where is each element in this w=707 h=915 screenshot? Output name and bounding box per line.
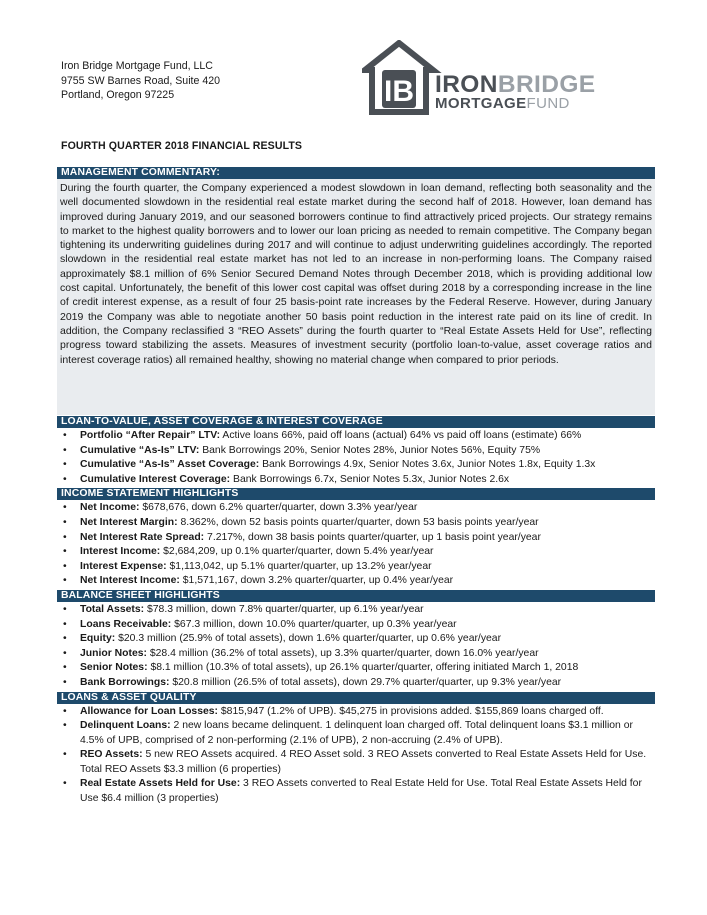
list-item: • Interest Expense: $1,113,042, up 5.1% quarter/quarter, up 13.2% year/year [63,560,432,572]
svg-text:MORTGAGEFUND [435,95,570,112]
list-item: • Net Interest Income: $1,571,167, down 3.2% quarter/quarter, up 0.4% year/year [63,575,454,587]
list-item: • Equity: $20.3 million (25.9% of total assets), down 1.6% quarter/quarter, up 0.6% year/year [63,633,502,645]
income-heading: INCOME STATEMENT HIGHLIGHTS [57,488,655,500]
list-item: • Net Interest Rate Spread: 7.217%, down 38 basis points quarter/quarter, up 1 basis point year/year [63,531,541,543]
monogram-text: IB [384,75,414,108]
list-item: • Cumulative “As-Is” Asset Coverage: Bank Borrowings 4.9x, Senior Notes 3.6x, Junior Notes 1.8x, Equity 1.3x [63,459,596,471]
ironbridge-logo [362,40,624,115]
balance-list [57,602,655,691]
list-item: • Senior Notes: $8.1 million (10.3% of total assets), up 26.1% quarter/quarter, offering initiated March 1, 2018 [63,662,579,674]
company-address [61,59,220,103]
income-list [57,500,655,589]
loans-list [57,704,655,807]
list-item: • Delinquent Loans: 2 new loans became delinquent. 1 delinquent loan charged off. Total delinquent loans $3.1 million or 4.5% of UPB, comprised of 2 non-performing (2.1% of UPB), 2 non-accruing (2.4% of UPB). [63,720,633,746]
company-name: Iron Bridge Mortgage Fund, LLC [61,60,213,72]
commentary-heading: MANAGEMENT COMMENTARY: [57,167,655,179]
loans-heading: LOANS & ASSET QUALITY [57,692,655,704]
list-item: • Cumulative Interest Coverage: Bank Borrowings 6.7x, Senior Notes 5.3x, Junior Notes 2.6x [63,473,510,485]
list-item: • Net Income: $678,676, down 6.2% quarter/quarter, down 3.3% year/year [63,502,418,514]
list-item: • Cumulative “As-Is” LTV: Bank Borrowings 20%, Senior Notes 28%, Junior Notes 56%, Equity 75% [63,444,541,456]
logo-word-fund: FUND [526,95,570,112]
address-line-2: Portland, Oregon 97225 [61,89,175,101]
list-item: • Interest Income: $2,684,209, up 0.1% quarter/quarter, down 5.4% year/year [63,546,434,558]
report-body [57,166,655,807]
list-item: • Loans Receivable: $67.3 million, down 10.0% quarter/quarter, up 0.3% year/year [63,618,457,630]
list-item: • Net Interest Margin: 8.362%, down 52 basis points quarter/quarter, down 53 basis points year/year [63,516,539,528]
logo-word-iron: IRON [435,71,498,98]
logo-word-bridge: BRIDGE [497,71,596,98]
list-item: • Junior Notes: $28.4 million (36.2% of total assets), up 3.3% quarter/quarter, down 16.0% year/year [63,647,539,659]
commentary-body: During the fourth quarter, the Company experienced a modest slowdown in loan demand, reflecting both seasonality and the well documented slowdown in the residential real estate market during the second half of 2018. However, loan demand has improved during January 2019, and our seasoned borrowers continue to find attractively priced projects. Our strategy remains to market to the highest quality borrowers and to lower our loan pricing as needed to remain competitive. The Company began tightening its underwriting guidelines during 2017 and will continue to adjust underwriting guidelines accordingly. The reported slowdown in the residential real estate market has not led to an increase in non-performing loans. The Company raised approximately $8.1 million of 6% Senior Secured Demand Notes through December 2018, which is providing additional low cost capital. Unfortunately, the benefit of this lower cost capital was offset during 2018 by a corresponding increase in the line of credit interest expense, as a result of four 25 basis-point rate increases by the Federal Reserve. However, during January 2019 the Company was able to negotiate another 50 basis point reduction in the interest rate paid on its line of credit. In addition, the Company reclassified 3 “REO Assets” during the fourth quarter to “Real Estate Assets Held for Use”, reflecting progress toward stabilizing the assets. Measures of investment security (portfolio loan-to-value, asset coverage ratios and interest coverage ratios) all remained healthy, showing no material change when compared to prior periods. [57,179,655,415]
list-item: • Bank Borrowings: $20.8 million (26.5% of total assets), down 29.7% quarter/quarter, up 9.3% year/year [63,676,562,688]
list-item: • Real Estate Assets Held for Use: 3 REO Assets converted to Real Estate Held for Use. Total Real Estate Assets Held for Use $6.4 million (3 properties) [63,778,642,805]
list-item: • Portfolio “After Repair” LTV: Active loans 66%, paid off loans (actual) 64% vs paid off loans (estimate) 66% [63,430,582,441]
list-item: • Allowance for Loan Losses: $815,947 (1.2% of UPB). $45,275 in provisions added. $155,869 loans charged off. [63,705,604,717]
balance-heading: BALANCE SHEET HIGHLIGHTS [57,590,655,602]
ltv-heading: LOAN-TO-VALUE, ASSET COVERAGE & INTEREST COVERAGE [57,416,655,428]
list-item: • REO Assets: 5 new REO Assets acquired. 4 REO Asset sold. 3 REO Assets converted to Real Estate Assets Held for Use. Total REO Assets $3.3 million (6 properties) [63,749,647,775]
address-line-1: 9755 SW Barnes Road, Suite 420 [61,74,221,87]
logo-word-mortgage: MORTGAGE [435,95,527,112]
list-item: • Total Assets: $78.3 million, down 7.8% quarter/quarter, up 6.1% year/year [63,603,424,615]
ltv-list [57,428,655,487]
report-title: FOURTH QUARTER 2018 FINANCIAL RESULTS [61,140,303,152]
svg-text:IRONBRIDGE [435,71,596,98]
